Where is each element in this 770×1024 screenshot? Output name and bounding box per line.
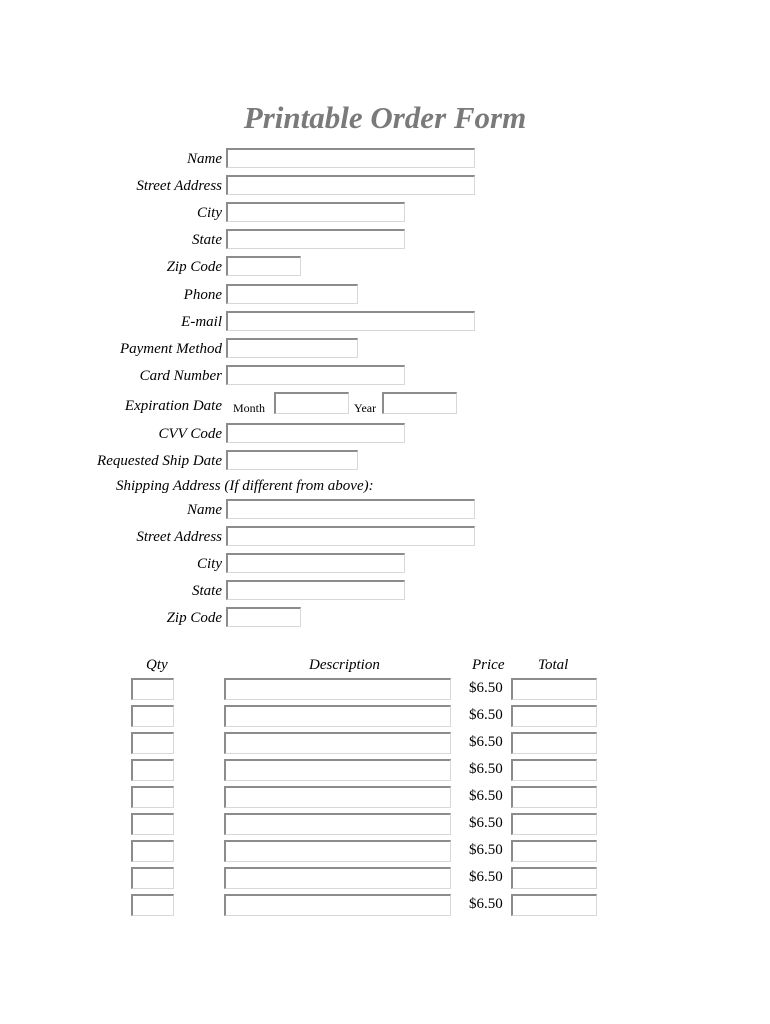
- city-label: City: [197, 205, 222, 221]
- description-field[interactable]: [224, 840, 451, 862]
- state-row: [0, 229, 770, 253]
- zip-code-field[interactable]: [226, 256, 301, 276]
- requested-ship-date-label: Requested Ship Date: [97, 453, 222, 469]
- description-field[interactable]: [224, 732, 451, 754]
- qty-field[interactable]: [131, 678, 174, 700]
- city-row: [0, 202, 770, 226]
- name-field[interactable]: [226, 148, 475, 168]
- shipping-state-field[interactable]: [226, 580, 405, 600]
- qty-field[interactable]: [131, 894, 174, 916]
- price-header: Price: [472, 657, 505, 673]
- name-row: [0, 148, 770, 172]
- description-field[interactable]: [224, 813, 451, 835]
- description-field[interactable]: [224, 867, 451, 889]
- total-field[interactable]: [511, 813, 597, 835]
- price-value: $6.50: [469, 707, 503, 723]
- card-number-label: Card Number: [139, 368, 222, 384]
- total-header: Total: [538, 657, 569, 673]
- email-label: E-mail: [181, 314, 222, 330]
- price-value: $6.50: [469, 680, 503, 696]
- qty-field[interactable]: [131, 840, 174, 862]
- street-address-field[interactable]: [226, 175, 475, 195]
- card-number-row: [0, 365, 770, 389]
- total-field[interactable]: [511, 705, 597, 727]
- shipping-name-label: Name: [187, 502, 222, 518]
- shipping-name-field[interactable]: [226, 499, 475, 519]
- item-row: [0, 759, 770, 783]
- cvv-code-row: [0, 423, 770, 447]
- shipping-street-address-row: [0, 526, 770, 550]
- shipping-street-address-field[interactable]: [226, 526, 475, 546]
- phone-label: Phone: [183, 287, 222, 303]
- item-row: [0, 813, 770, 837]
- price-value: $6.50: [469, 869, 503, 885]
- month-label: Month: [233, 401, 266, 415]
- card-number-field[interactable]: [226, 365, 405, 385]
- shipping-city-label: City: [197, 556, 222, 572]
- item-row: [0, 894, 770, 918]
- email-field[interactable]: [226, 311, 475, 331]
- shipping-street-address-label: Street Address: [136, 529, 222, 545]
- shipping-zip-code-field[interactable]: [226, 607, 301, 627]
- total-field[interactable]: [511, 786, 597, 808]
- description-field[interactable]: [224, 678, 451, 700]
- requested-ship-date-field[interactable]: [226, 450, 358, 470]
- expiration-year-field[interactable]: [382, 392, 457, 414]
- state-label: State: [192, 232, 222, 248]
- price-value: $6.50: [469, 896, 503, 912]
- description-header: Description: [309, 657, 380, 673]
- qty-field[interactable]: [131, 786, 174, 808]
- item-row: [0, 840, 770, 864]
- shipping-address-heading: Shipping Address (If different from above):: [116, 478, 374, 494]
- total-field[interactable]: [511, 894, 597, 916]
- page-title: Printable Order Form: [243, 100, 527, 135]
- payment-method-field[interactable]: [226, 338, 358, 358]
- zip-code-label: Zip Code: [166, 259, 222, 275]
- shipping-name-row: [0, 499, 770, 523]
- item-row: [0, 867, 770, 891]
- street-address-row: [0, 175, 770, 199]
- cvv-code-field[interactable]: [226, 423, 405, 443]
- qty-field[interactable]: [131, 867, 174, 889]
- phone-row: [0, 284, 770, 308]
- expiration-month-field[interactable]: [274, 392, 349, 414]
- payment-method-label: Payment Method: [119, 341, 222, 357]
- qty-field[interactable]: [131, 732, 174, 754]
- name-label: Name: [187, 151, 222, 167]
- expiration-date-label: Expiration Date: [124, 398, 222, 414]
- item-row: [0, 678, 770, 702]
- cvv-code-label: CVV Code: [158, 426, 222, 442]
- item-row: [0, 705, 770, 729]
- price-value: $6.50: [469, 734, 503, 750]
- shipping-state-row: [0, 580, 770, 604]
- price-value: $6.50: [469, 761, 503, 777]
- total-field[interactable]: [511, 678, 597, 700]
- email-row: [0, 311, 770, 335]
- shipping-city-field[interactable]: [226, 553, 405, 573]
- shipping-state-label: State: [192, 583, 222, 599]
- street-address-label: Street Address: [136, 178, 222, 194]
- requested-ship-date-row: [0, 450, 770, 474]
- description-field[interactable]: [224, 705, 451, 727]
- city-field[interactable]: [226, 202, 405, 222]
- shipping-city-row: [0, 553, 770, 577]
- total-field[interactable]: [511, 732, 597, 754]
- price-value: $6.50: [469, 815, 503, 831]
- item-row: [0, 732, 770, 756]
- qty-header: Qty: [146, 657, 168, 673]
- year-label: Year: [354, 401, 377, 415]
- total-field[interactable]: [511, 840, 597, 862]
- payment-method-row: [0, 338, 770, 362]
- zip-code-row: [0, 256, 770, 280]
- expiration-date-row: [0, 392, 770, 416]
- total-field[interactable]: [511, 867, 597, 889]
- shipping-zip-code-row: [0, 607, 770, 631]
- state-field[interactable]: [226, 229, 405, 249]
- shipping-zip-code-label: Zip Code: [166, 610, 222, 626]
- qty-field[interactable]: [131, 813, 174, 835]
- qty-field[interactable]: [131, 759, 174, 781]
- qty-field[interactable]: [131, 705, 174, 727]
- price-value: $6.50: [469, 842, 503, 858]
- description-field[interactable]: [224, 894, 451, 916]
- price-value: $6.50: [469, 788, 503, 804]
- description-field[interactable]: [224, 759, 451, 781]
- phone-field[interactable]: [226, 284, 358, 304]
- total-field[interactable]: [511, 759, 597, 781]
- description-field[interactable]: [224, 786, 451, 808]
- item-row: [0, 786, 770, 810]
